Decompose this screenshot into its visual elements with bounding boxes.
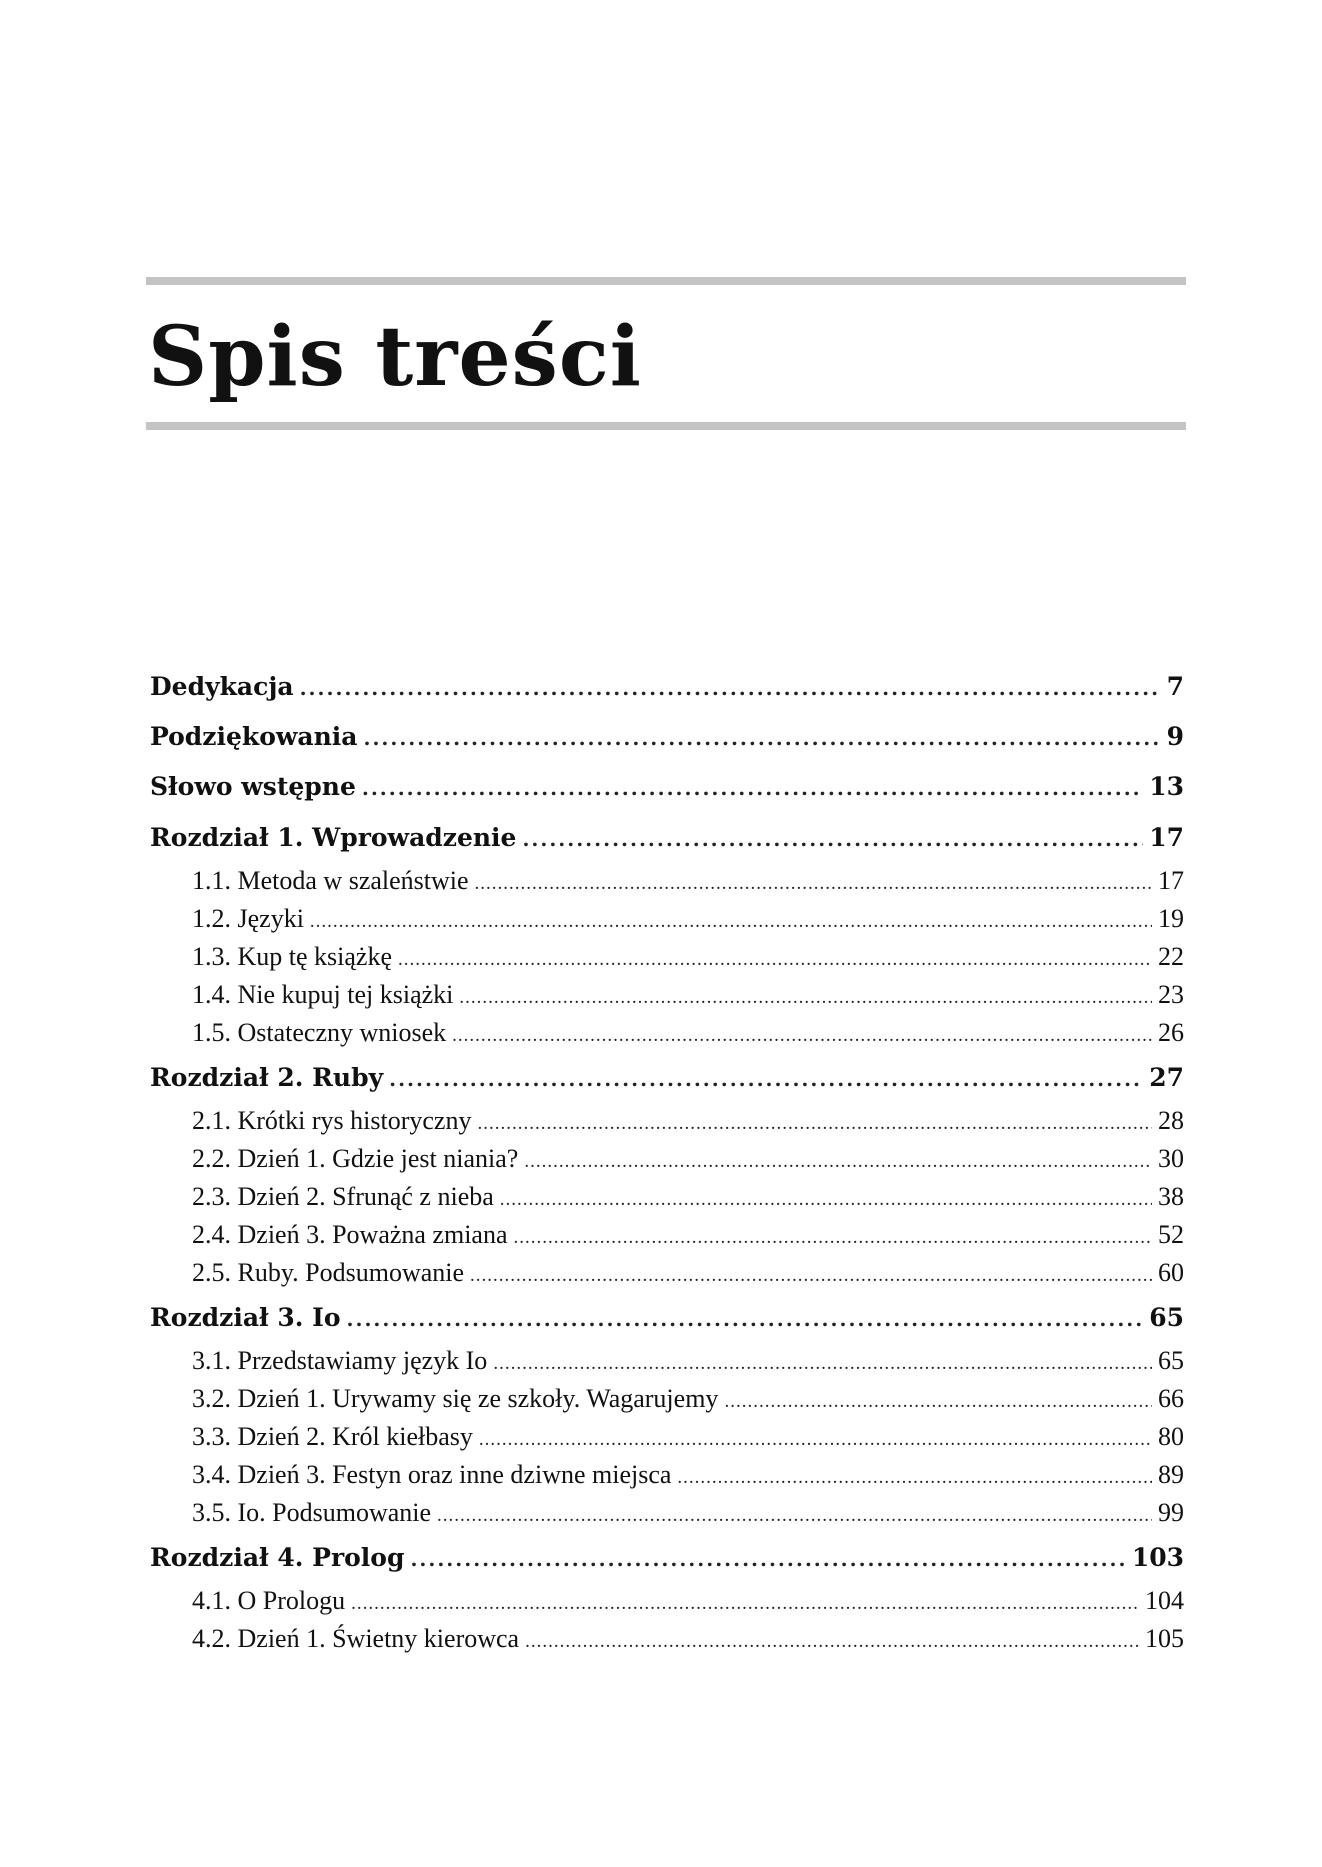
toc-chapter-entry-page-number: 103 bbox=[1131, 1543, 1184, 1572]
toc-front-matter-entry[interactable] bbox=[150, 662, 1184, 712]
toc-section-entry-label: 2.1. Krótki rys historyczny bbox=[192, 1106, 472, 1135]
toc-section-entry-page-number: 105 bbox=[1145, 1624, 1184, 1653]
toc-section-entry-page-number: 22 bbox=[1158, 942, 1184, 971]
toc-section-entry-label: 3.2. Dzień 1. Urywamy się ze szkoły. Wagarujemy bbox=[192, 1384, 719, 1413]
toc-section-entry[interactable] bbox=[150, 1380, 1184, 1418]
toc-section-entry-page-number: 28 bbox=[1158, 1106, 1184, 1135]
dot-leader bbox=[351, 1585, 1139, 1623]
toc-front-matter-entry-label: Podziękowania bbox=[150, 722, 358, 751]
toc-section-entry[interactable] bbox=[150, 1216, 1184, 1254]
toc-section-entry-page-number: 30 bbox=[1158, 1144, 1184, 1173]
toc-section-entry-label: 1.2. Języki bbox=[192, 904, 304, 933]
dot-leader bbox=[459, 979, 1152, 1017]
toc-section-entry-label: 3.4. Dzień 3. Festyn oraz inne dziwne miejsca bbox=[192, 1460, 672, 1489]
toc-section-entry[interactable] bbox=[150, 938, 1184, 976]
dot-leader bbox=[389, 1055, 1143, 1103]
toc-front-matter-entry[interactable] bbox=[150, 712, 1184, 762]
toc-section-entry-label: 4.2. Dzień 1. Świetny kierowca bbox=[192, 1624, 520, 1653]
toc-section-entry[interactable] bbox=[150, 1494, 1184, 1532]
page-title: Spis treści bbox=[148, 309, 642, 405]
title-top-rule bbox=[146, 277, 1186, 285]
dot-leader bbox=[677, 1459, 1152, 1497]
toc-section-entry[interactable] bbox=[150, 1582, 1184, 1620]
toc-chapter-entry[interactable] bbox=[150, 1054, 1184, 1102]
toc-section-entry-label: 3.1. Przedstawiamy język Io bbox=[192, 1346, 488, 1375]
chapter-block bbox=[150, 1054, 1184, 1292]
toc-chapter-entry[interactable] bbox=[150, 1534, 1184, 1582]
dot-leader bbox=[362, 763, 1143, 813]
toc-section-entry-label: 2.4. Dzień 3. Poważna zmiana bbox=[192, 1220, 508, 1249]
toc-section-entry[interactable] bbox=[150, 1014, 1184, 1052]
toc-section-entry-page-number: 65 bbox=[1158, 1346, 1184, 1375]
toc-section-entry[interactable] bbox=[150, 1342, 1184, 1380]
dot-leader bbox=[300, 663, 1161, 713]
toc-chapter-entry-label: Rozdział 4. Prolog bbox=[150, 1543, 405, 1572]
dot-leader bbox=[477, 1105, 1152, 1143]
toc-section-entry[interactable] bbox=[150, 1102, 1184, 1140]
dot-leader bbox=[410, 1535, 1125, 1583]
toc-chapter-entry[interactable] bbox=[150, 814, 1184, 862]
toc-chapter-entry[interactable] bbox=[150, 1294, 1184, 1342]
toc-section-entry-label: 2.2. Dzień 1. Gdzie jest niania? bbox=[192, 1144, 519, 1173]
toc-section-entry-page-number: 17 bbox=[1158, 866, 1184, 895]
chapter-block bbox=[150, 814, 1184, 1052]
toc-section-entry-page-number: 80 bbox=[1158, 1422, 1184, 1451]
toc-section-entry[interactable] bbox=[150, 900, 1184, 938]
toc-front-matter-entry-label: Słowo wstępne bbox=[150, 772, 356, 801]
dot-leader bbox=[479, 1421, 1152, 1459]
dot-leader bbox=[437, 1497, 1152, 1535]
toc-section-entry[interactable] bbox=[150, 1620, 1184, 1658]
toc-front-matter-entry-page-number: 9 bbox=[1166, 722, 1184, 751]
dot-leader bbox=[310, 903, 1152, 941]
toc-section-entry-page-number: 99 bbox=[1158, 1498, 1184, 1527]
table-of-contents bbox=[150, 662, 1184, 1658]
toc-section-entry-page-number: 23 bbox=[1158, 980, 1184, 1009]
toc-section-entry-label: 1.1. Metoda w szaleństwie bbox=[192, 866, 469, 895]
dot-leader bbox=[398, 941, 1152, 979]
dot-leader bbox=[470, 1257, 1152, 1295]
chapter-block bbox=[150, 1294, 1184, 1532]
toc-section-entry[interactable] bbox=[150, 1456, 1184, 1494]
toc-chapter-entry-label: Rozdział 3. Io bbox=[150, 1303, 341, 1332]
toc-chapter-entry-page-number: 27 bbox=[1149, 1063, 1184, 1092]
dot-leader bbox=[475, 865, 1152, 903]
dot-leader bbox=[522, 815, 1143, 863]
toc-section-entry[interactable] bbox=[150, 976, 1184, 1014]
toc-section-entry-label: 1.3. Kup tę książkę bbox=[192, 942, 393, 971]
toc-chapter-entry-label: Rozdział 1. Wprowadzenie bbox=[150, 823, 517, 852]
dot-leader bbox=[724, 1383, 1152, 1421]
dot-leader bbox=[452, 1017, 1152, 1055]
toc-chapter-entry-page-number: 65 bbox=[1149, 1303, 1184, 1332]
title-bottom-rule bbox=[146, 422, 1186, 430]
dot-leader bbox=[525, 1623, 1139, 1661]
toc-section-entry-page-number: 19 bbox=[1158, 904, 1184, 933]
toc-chapter-entry-label: Rozdział 2. Ruby bbox=[150, 1063, 384, 1092]
toc-section-entry-page-number: 60 bbox=[1158, 1258, 1184, 1287]
toc-section-entry-label: 4.1. O Prologu bbox=[192, 1586, 346, 1615]
dot-leader bbox=[524, 1143, 1152, 1181]
toc-section-entry-page-number: 38 bbox=[1158, 1182, 1184, 1211]
toc-section-entry[interactable] bbox=[150, 862, 1184, 900]
toc-front-matter-entry-page-number: 7 bbox=[1166, 672, 1184, 701]
toc-section-entry-label: 1.4. Nie kupuj tej książki bbox=[192, 980, 454, 1009]
toc-section-entry-page-number: 26 bbox=[1158, 1018, 1184, 1047]
chapter-block bbox=[150, 1534, 1184, 1658]
dot-leader bbox=[493, 1345, 1152, 1383]
dot-leader bbox=[514, 1219, 1152, 1257]
dot-leader bbox=[363, 713, 1160, 763]
toc-front-matter-entry[interactable] bbox=[150, 762, 1184, 812]
toc-section-entry-label: 2.3. Dzień 2. Sfrunąć z nieba bbox=[192, 1182, 494, 1211]
toc-section-entry-label: 1.5. Ostateczny wniosek bbox=[192, 1018, 447, 1047]
toc-section-entry-page-number: 52 bbox=[1158, 1220, 1184, 1249]
toc-section-entry[interactable] bbox=[150, 1418, 1184, 1456]
toc-section-entry[interactable] bbox=[150, 1140, 1184, 1178]
toc-section-entry[interactable] bbox=[150, 1254, 1184, 1292]
toc-section-entry-page-number: 104 bbox=[1145, 1586, 1184, 1615]
dot-leader bbox=[500, 1181, 1152, 1219]
toc-section-entry[interactable] bbox=[150, 1178, 1184, 1216]
toc-front-matter-entry-page-number: 13 bbox=[1149, 772, 1184, 801]
toc-section-entry-page-number: 66 bbox=[1158, 1384, 1184, 1413]
toc-section-entry-label: 2.5. Ruby. Podsumowanie bbox=[192, 1258, 465, 1287]
toc-chapter-entry-page-number: 17 bbox=[1149, 823, 1184, 852]
dot-leader bbox=[347, 1295, 1144, 1343]
toc-section-entry-label: 3.3. Dzień 2. Król kiełbasy bbox=[192, 1422, 473, 1451]
toc-section-entry-label: 3.5. Io. Podsumowanie bbox=[192, 1498, 432, 1527]
toc-front-matter-entry-label: Dedykacja bbox=[150, 672, 294, 701]
toc-section-entry-page-number: 89 bbox=[1158, 1460, 1184, 1489]
